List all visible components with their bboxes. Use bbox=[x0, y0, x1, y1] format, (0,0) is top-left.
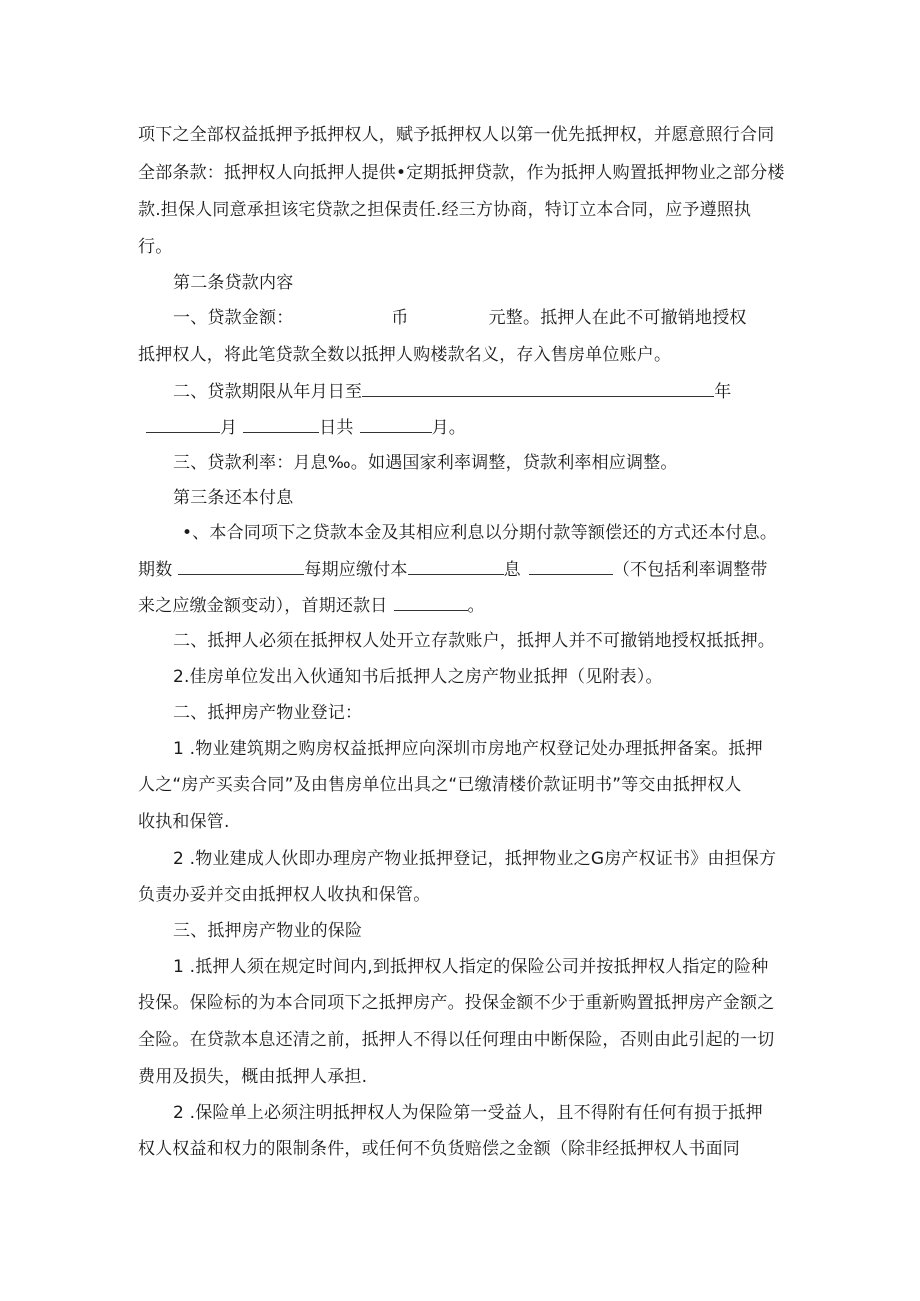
body-line: 2 .保险单上必须注明抵押权人为保险第一受益人，且不得附有任何有损于抵押 bbox=[173, 1103, 763, 1123]
section-heading: 三、抵押房产物业的保险 bbox=[173, 921, 363, 941]
blank-field bbox=[146, 416, 220, 433]
blank-field bbox=[408, 558, 504, 575]
body-line bbox=[173, 380, 731, 403]
body-line: 收执和保管. bbox=[138, 812, 230, 832]
body-line: 款.担保人同意承担该宅贷款之担保责任.经三方协商，特订立本合同，应予遵照执 bbox=[138, 200, 752, 220]
section-heading: 二、抵押房产物业登记： bbox=[173, 703, 363, 723]
body-line bbox=[173, 307, 747, 329]
body-line: 费用及损失，概由抵押人承担. bbox=[138, 1067, 368, 1087]
body-line: 二、抵押人必须在抵押权人处开立存款账户，抵押人并不可撤销地授权抵抵押。 bbox=[173, 631, 775, 651]
principal-label: 每期应缴付本 bbox=[304, 560, 408, 580]
currency-label: 币 bbox=[391, 308, 409, 328]
body-line bbox=[138, 558, 768, 581]
year-label: 年 bbox=[714, 382, 732, 402]
interest-label: 息 bbox=[503, 560, 521, 580]
day-total-label: 日共 bbox=[319, 418, 354, 438]
body-line: 全险。在贷款本息还清之前，抵押人不得以任何理由中断保险，否则由此引起的一切 bbox=[138, 1030, 775, 1050]
body-line bbox=[138, 594, 485, 617]
body-line bbox=[146, 416, 466, 439]
month-end-label: 月。 bbox=[431, 418, 467, 438]
loan-term-label: 二、贷款期限从年月日至 bbox=[173, 382, 363, 402]
blank-field bbox=[178, 558, 304, 575]
body-line: 2 .物业建成人伙即办理房产物业抵押登记，抵押物业之G房产权证书》由担保方 bbox=[173, 849, 777, 869]
body-text: 。 bbox=[467, 596, 485, 616]
body-line: 权人权益和权力的限制条件，或任何不负货赔偿之金额（除非经抵押权人书面同 bbox=[138, 1139, 740, 1159]
body-line: •、本合同项下之贷款本金及其相应利息以分期付款等额偿还的方式还本付息。 bbox=[182, 523, 778, 543]
body-line: 2.佳房单位发出入伙通知书后抵押人之房产物业抵押（见附表）。 bbox=[173, 667, 663, 687]
body-line: 1 .物业建筑期之购房权益抵押应向深圳市房地产权登记处办理抵押备案。抵押 bbox=[173, 739, 763, 759]
body-line: 项下之全部权益抵押予抵押权人，赋予抵押权人以第一优先抵押权，并愿意照行合同 bbox=[138, 125, 775, 145]
blank-field bbox=[243, 416, 319, 433]
body-line: 行。 bbox=[138, 237, 173, 257]
body-line: 负责办妥并交由抵押权人收执和保管。 bbox=[138, 885, 431, 905]
month-label: 月 bbox=[220, 418, 238, 438]
article-heading: 第三条还本付息 bbox=[173, 488, 294, 508]
blank-field bbox=[529, 558, 613, 575]
body-text: （不包括利率调整带 bbox=[612, 560, 768, 580]
body-line: 投保。保险标的为本合同项下之抵押房产。投保金额不少于重新购置抵押房产金额之 bbox=[138, 993, 775, 1013]
body-line: 抵押权人，将此笔贷款全数以抵押人购楼款名义，存入售房单位账户。 bbox=[138, 345, 672, 365]
loan-amount-label: 一、贷款金额： bbox=[173, 308, 294, 328]
body-line: 人之“房产买卖合同”及由售房单位出具之“已缴清楼价款证明书”等交由抵押权人 bbox=[138, 775, 742, 795]
blank-field bbox=[362, 380, 714, 397]
first-payment-label: 来之应缴金额变动），首期还款日 bbox=[138, 596, 388, 616]
blank-field bbox=[394, 594, 468, 611]
body-line: 三、贷款利率：月息‰。如遇国家利率调整，贷款利率相应调整。 bbox=[173, 453, 678, 473]
periods-label: 期数 bbox=[138, 560, 173, 580]
body-line: 全部条款：抵押权人向抵押人提供•定期抵押贷款，作为抵押人购置抵押物业之部分楼 bbox=[138, 163, 785, 183]
article-heading: 第二条贷款内容 bbox=[173, 273, 294, 293]
body-line: 1 .抵押人须在规定时间内,到抵押权人指定的保险公司并按抵押权人指定的险种 bbox=[173, 957, 769, 977]
body-text: 元整。抵押人在此不可撤销地授权 bbox=[488, 308, 747, 328]
blank-field bbox=[360, 416, 432, 433]
